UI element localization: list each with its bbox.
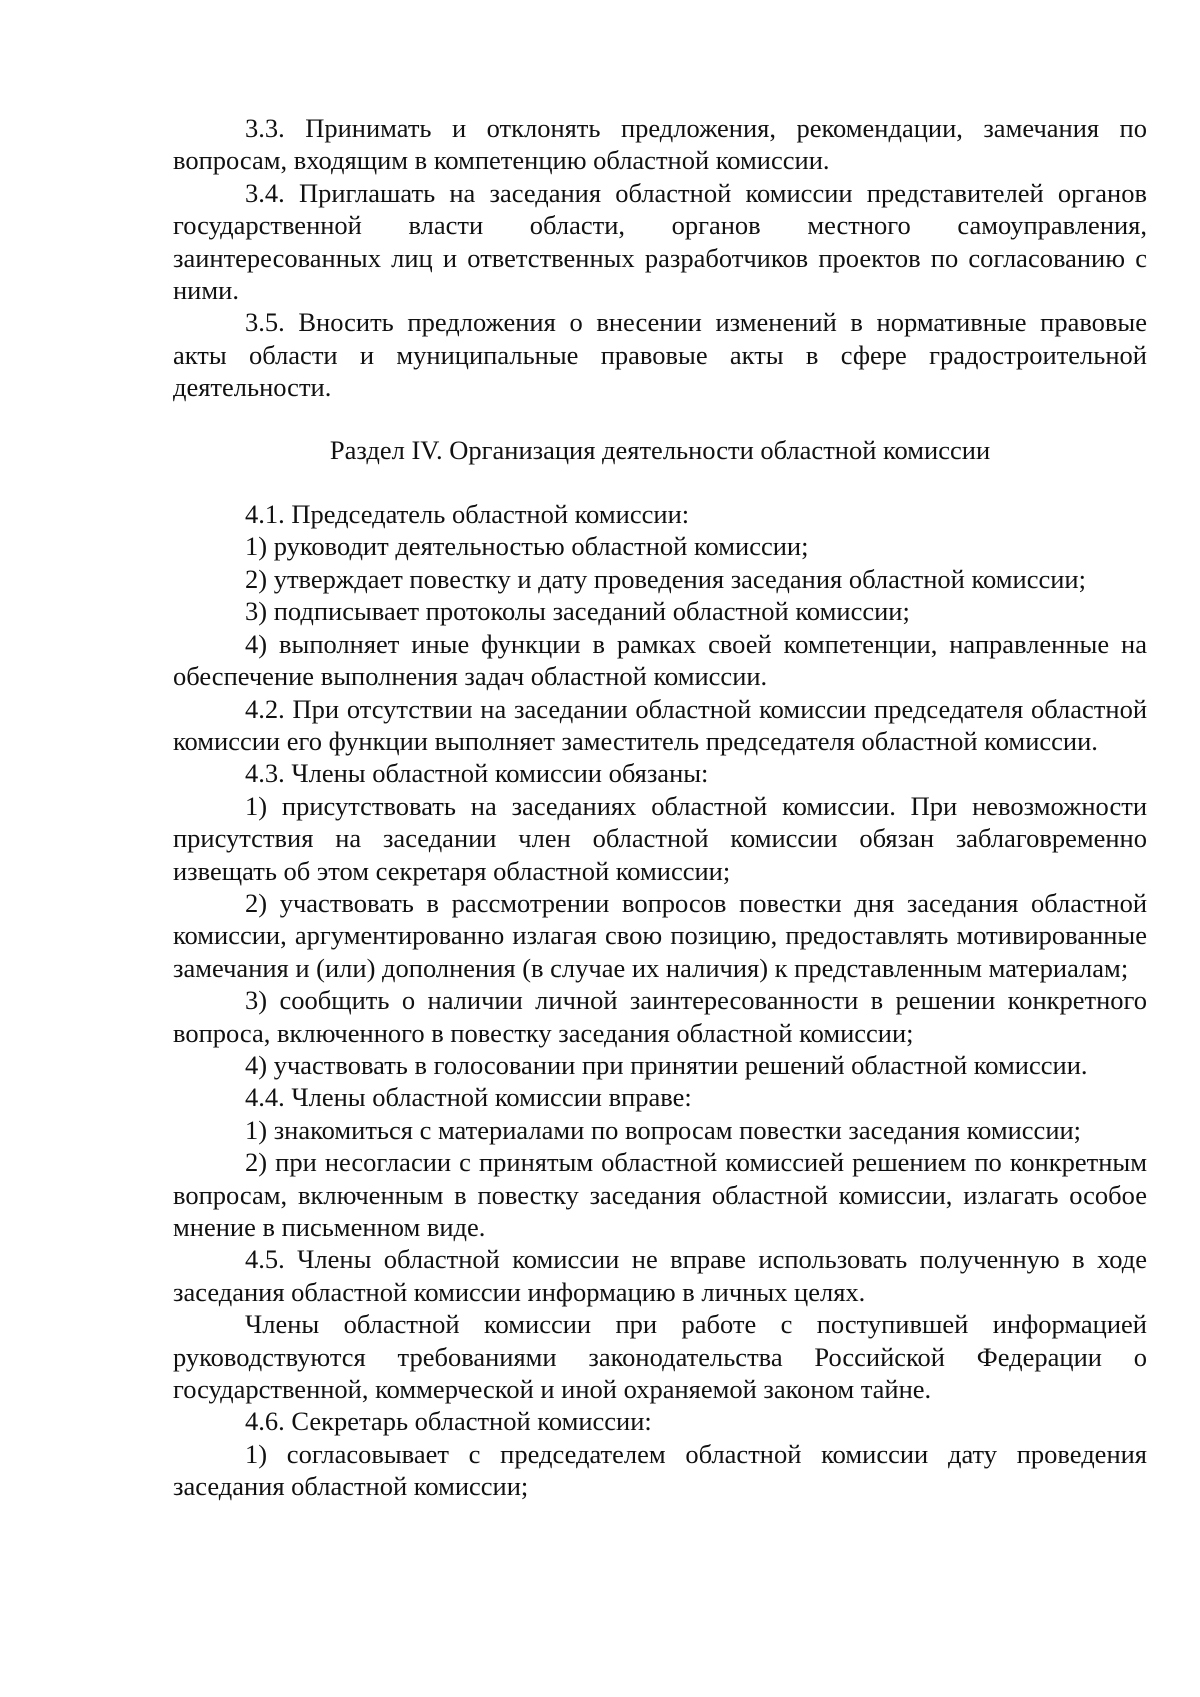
- paragraph-4-2: 4.2. При отсутствии на заседании областной комиссии председателя областной комиссии его функции выполняет заместитель председателя областной комиссии.: [173, 693, 1147, 756]
- paragraph-4-5: 4.5. Члены областной комиссии не вправе использовать полученную в ходе заседания областной комиссии информацию в личных целях.: [173, 1244, 1147, 1307]
- paragraph-4-1-item-4: 4) выполняет иные функции в рамках своей компетенции, направленные на обеспечение выполнения задач областной комиссии.: [173, 628, 1147, 692]
- paragraph-4-4-item-1: 1) знакомиться с материалами по вопросам повестки заседания комиссии;: [245, 1114, 1082, 1145]
- paragraph-4-1-item-3: 3) подписывает протоколы заседаний областной комиссии;: [245, 596, 910, 627]
- paragraph-4-1-item-1: 1) руководит деятельностью областной комиссии;: [245, 531, 809, 562]
- document-page: [173, 112, 1147, 1503]
- paragraph-4-3: 4.3. Члены областной комиссии обязаны:: [245, 758, 709, 789]
- paragraph-4-3-item-3: 3) сообщить о наличии личной заинтересованности в решении конкретного вопроса, включенного в повестку заседания областной комиссии;: [173, 985, 1147, 1048]
- paragraph-3-3: 3.3. Принимать и отклонять предложения, рекомендации, замечания по вопросам, входящим в компетенцию областной комиссии.: [173, 113, 1147, 176]
- paragraph-4-3-item-1: 1) присутствовать на заседаниях областной комиссии. При невозможности присутствия на заседании член областной комиссии обязан заблаговременно извещать об этом секретаря областной комиссии;: [173, 790, 1147, 886]
- paragraph-4-5-continued: Члены областной комиссии при работе с поступившей информацией руководствуются требованиями законодательства Российской Федерации о государственной, коммерческой и иной охраняемой законом тайне.: [173, 1309, 1147, 1405]
- paragraph-3-5: 3.5. Вносить предложения о внесении изменений в нормативные правовые акты области и муниципальные правовые акты в сфере градостроительной деятельности.: [173, 307, 1147, 403]
- paragraph-3-4: 3.4. Приглашать на заседания областной комиссии представителей органов государственной власти области, органов местного самоуправления, заинтересованных лиц и ответственных разработчиков проектов по согласованию с ними.: [173, 177, 1147, 306]
- paragraph-4-3-item-2: 2) участвовать в рассмотрении вопросов повестки дня заседания областной комиссии, аргументированно излагая свою позицию, предоставлять мотивированные замечания и (или) дополнения (в случае их наличия) к представленным материалам;: [173, 887, 1147, 983]
- paragraph-4-4-item-2: 2) при несогласии с принятым областной комиссией решением по конкретным вопросам, включенным в повестку заседания областной комиссии, излагать особое мнение в письменном виде.: [173, 1147, 1147, 1242]
- paragraph-4-4: 4.4. Члены областной комиссии вправе:: [245, 1082, 692, 1113]
- paragraph-4-6-item-1: 1) согласовывает с председателем областной комиссии дату проведения заседания областной комиссии;: [173, 1438, 1147, 1502]
- paragraph-4-3-item-4: 4) участвовать в голосовании при принятии решений областной комиссии.: [245, 1049, 1088, 1080]
- paragraph-4-6: 4.6. Секретарь областной комиссии:: [245, 1406, 652, 1437]
- paragraph-4-1-item-2: 2) утверждает повестку и дату проведения заседания областной комиссии;: [245, 563, 1086, 594]
- paragraph-4-1: 4.1. Председатель областной комиссии:: [245, 499, 690, 530]
- section-heading: Раздел IV. Организация деятельности областной комиссии: [329, 434, 991, 465]
